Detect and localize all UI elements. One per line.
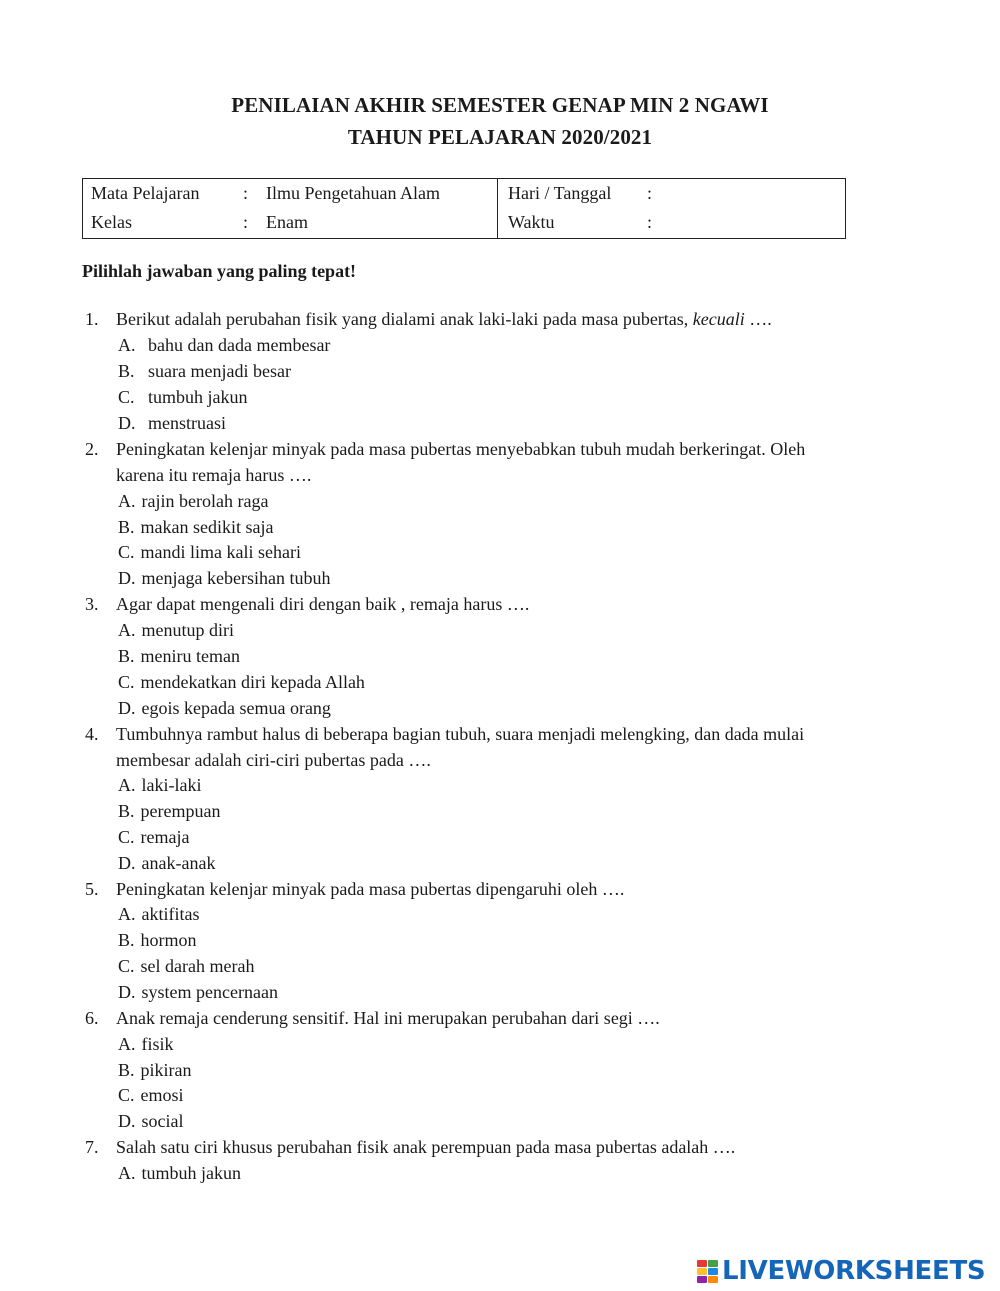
option-text: hormon xyxy=(140,930,197,950)
answer-option[interactable] xyxy=(118,491,268,512)
answer-option[interactable] xyxy=(118,517,273,538)
subject-value: Ilmu Pengetahuan Alam xyxy=(266,183,440,203)
exam-title: PENILAIAN AKHIR SEMESTER GENAP MIN 2 NGAWI xyxy=(231,93,769,117)
option-letter: A. xyxy=(118,335,136,355)
answer-option[interactable] xyxy=(118,361,291,382)
answer-option[interactable] xyxy=(118,542,301,563)
class-label: Kelas xyxy=(91,212,132,232)
question-text-line: Salah satu ciri khusus perubahan fisik anak perempuan pada masa pubertas adalah …. xyxy=(116,1137,736,1157)
question-number: 6. xyxy=(85,1008,99,1028)
liveworksheets-logo-icon xyxy=(697,1260,718,1283)
question-text-line: Peningkatan kelenjar minyak pada masa pubertas menyebabkan tubuh mudah berkeringat. Oleh xyxy=(116,439,806,459)
option-letter: B. xyxy=(118,801,135,821)
question-number: 1. xyxy=(85,309,99,329)
answer-option[interactable] xyxy=(118,1163,241,1184)
option-letter: A. xyxy=(118,491,136,511)
table-divider xyxy=(497,179,498,238)
answer-option[interactable] xyxy=(118,775,201,796)
option-text: laki-laki xyxy=(141,775,202,795)
question-text-line: Peningkatan kelenjar minyak pada masa pubertas dipengaruhi oleh …. xyxy=(116,879,625,899)
option-letter: D. xyxy=(118,853,136,873)
logo-square xyxy=(708,1276,718,1283)
answer-option[interactable] xyxy=(118,568,330,589)
option-letter: B. xyxy=(118,361,135,381)
question-text-line: Tumbuhnya rambut halus di beberapa bagian tubuh, suara menjadi melengking, dan dada mulai xyxy=(116,724,805,744)
answer-option[interactable] xyxy=(118,827,189,848)
option-text: makan sedikit saja xyxy=(140,517,274,537)
answer-option[interactable] xyxy=(118,801,220,822)
answer-option[interactable] xyxy=(118,620,234,641)
option-text: remaja xyxy=(140,827,190,847)
option-text: tumbuh jakun xyxy=(141,1163,241,1183)
option-text: suara menjadi besar xyxy=(148,361,291,381)
answer-option[interactable] xyxy=(118,646,240,667)
time-colon: : xyxy=(647,212,653,232)
answer-option[interactable] xyxy=(118,672,365,693)
option-letter: D. xyxy=(118,982,136,1002)
answer-option[interactable] xyxy=(118,1111,184,1132)
question-number: 2. xyxy=(85,439,99,459)
option-letter: C. xyxy=(118,542,135,562)
logo-square xyxy=(697,1276,707,1283)
option-letter: A. xyxy=(118,1163,136,1183)
option-letter: C. xyxy=(118,1085,135,1105)
option-text: pikiran xyxy=(140,1060,192,1080)
option-letter: B. xyxy=(118,1060,135,1080)
option-text: emosi xyxy=(140,1085,184,1105)
option-letter: C. xyxy=(118,956,135,976)
option-text: mandi lima kali sehari xyxy=(140,542,301,562)
date-colon: : xyxy=(647,183,653,203)
time-label: Waktu xyxy=(508,212,555,232)
option-letter: A. xyxy=(118,620,136,640)
question-number: 5. xyxy=(85,879,99,899)
logo-text: LIVEWORKSHEETS xyxy=(722,1256,986,1286)
option-letter: C. xyxy=(118,387,135,407)
option-letter: B. xyxy=(118,930,135,950)
answer-option[interactable] xyxy=(118,1085,184,1106)
option-text: aktifitas xyxy=(141,904,200,924)
option-text: rajin berolah raga xyxy=(141,491,269,511)
logo-square xyxy=(708,1260,718,1267)
option-letter: C. xyxy=(118,672,135,692)
question-text-part: Berikut adalah perubahan fisik yang dialami anak laki-laki pada masa pubertas, xyxy=(116,309,693,329)
option-text: perempuan xyxy=(140,801,221,821)
option-text: tumbuh jakun xyxy=(148,387,248,407)
option-text: menjaga kebersihan tubuh xyxy=(141,568,331,588)
option-text: sel darah merah xyxy=(140,956,255,976)
option-letter: A. xyxy=(118,1034,136,1054)
question-text-emphasis: kecuali xyxy=(692,309,745,329)
answer-option[interactable] xyxy=(118,930,197,951)
logo-square xyxy=(697,1260,707,1267)
question-text-part: …. xyxy=(744,309,772,329)
exam-info-table xyxy=(82,178,846,239)
question-text-line: Agar dapat mengenali diri dengan baik , remaja harus …. xyxy=(116,594,530,614)
subject-label: Mata Pelajaran xyxy=(91,183,200,203)
exam-year: TAHUN PELAJARAN 2020/2021 xyxy=(347,125,653,149)
answer-option[interactable] xyxy=(118,335,330,356)
answer-option[interactable] xyxy=(118,1060,192,1081)
option-letter: D. xyxy=(118,1111,136,1131)
option-text: social xyxy=(141,1111,184,1131)
subject-colon: : xyxy=(243,183,249,203)
option-text: anak-anak xyxy=(141,853,216,873)
option-text: meniru teman xyxy=(140,646,240,666)
question-text-line: karena itu remaja harus …. xyxy=(116,465,312,485)
option-text: mendekatkan diri kepada Allah xyxy=(140,672,365,692)
option-text: system pencernaan xyxy=(141,982,278,1002)
question-number: 3. xyxy=(85,594,99,614)
logo-square xyxy=(708,1268,718,1275)
question-text xyxy=(116,309,772,330)
answer-option[interactable] xyxy=(118,1034,174,1055)
option-letter: C. xyxy=(118,827,135,847)
date-label: Hari / Tanggal xyxy=(508,183,612,203)
logo-square xyxy=(697,1268,707,1275)
answer-option[interactable] xyxy=(118,956,254,977)
option-letter: B. xyxy=(118,517,135,537)
answer-option[interactable] xyxy=(118,853,215,874)
answer-option[interactable] xyxy=(118,698,331,719)
class-colon: : xyxy=(243,212,249,232)
option-letter: D. xyxy=(118,698,136,718)
option-letter: A. xyxy=(118,775,136,795)
answer-option[interactable] xyxy=(118,413,226,434)
option-text: menstruasi xyxy=(148,413,226,433)
question-number: 4. xyxy=(85,724,99,744)
option-text: egois kepada semua orang xyxy=(141,698,331,718)
instruction-text: Pilihlah jawaban yang paling tepat! xyxy=(82,261,357,281)
option-letter: D. xyxy=(118,568,136,588)
option-letter: D. xyxy=(118,413,136,433)
option-text: bahu dan dada membesar xyxy=(148,335,331,355)
class-value: Enam xyxy=(266,212,308,232)
option-letter: A. xyxy=(118,904,136,924)
answer-option[interactable] xyxy=(118,904,199,925)
answer-option[interactable] xyxy=(118,982,278,1003)
option-text: fisik xyxy=(141,1034,174,1054)
option-text: menutup diri xyxy=(141,620,234,640)
question-text-line: membesar adalah ciri-ciri pubertas pada …. xyxy=(116,750,431,770)
answer-option[interactable] xyxy=(118,387,248,408)
question-text-line: Anak remaja cenderung sensitif. Hal ini merupakan perubahan dari segi …. xyxy=(116,1008,660,1028)
liveworksheets-logo[interactable] xyxy=(697,1256,985,1286)
option-letter: B. xyxy=(118,646,135,666)
question-number: 7. xyxy=(85,1137,99,1157)
